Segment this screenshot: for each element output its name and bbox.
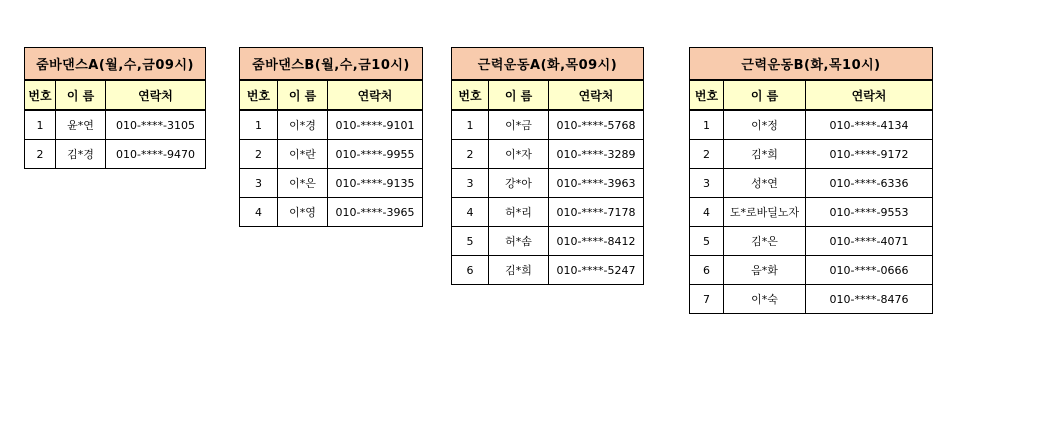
table-title: 줌바댄스A(월,수,금09시) <box>25 48 206 81</box>
table-row <box>690 285 933 314</box>
class-table-zumba-a <box>24 47 206 169</box>
header-contact: 연락처 <box>806 80 933 110</box>
row-name: 성*연 <box>724 169 806 198</box>
row-contact: 010-****-3965 <box>328 198 423 227</box>
row-name: 이*금 <box>489 110 549 140</box>
row-number: 2 <box>690 140 724 169</box>
row-contact: 010-****-3963 <box>549 169 644 198</box>
row-number: 3 <box>690 169 724 198</box>
row-number: 2 <box>452 140 489 169</box>
header-contact: 연락처 <box>328 80 423 110</box>
table-row <box>240 110 423 140</box>
row-contact: 010-****-9172 <box>806 140 933 169</box>
table-title: 줌바댄스B(월,수,금10시) <box>240 48 423 81</box>
table-row <box>25 140 206 169</box>
row-contact: 010-****-9553 <box>806 198 933 227</box>
header-contact: 연락처 <box>549 80 644 110</box>
row-number: 2 <box>25 140 56 169</box>
table-row <box>690 256 933 285</box>
row-name: 김*은 <box>724 227 806 256</box>
row-number: 4 <box>690 198 724 227</box>
row-number: 1 <box>452 110 489 140</box>
row-number: 2 <box>240 140 278 169</box>
header-number: 번호 <box>25 80 56 110</box>
table-row <box>690 110 933 140</box>
header-contact: 연락처 <box>106 80 206 110</box>
row-name: 음*화 <box>724 256 806 285</box>
row-contact: 010-****-9955 <box>328 140 423 169</box>
table-row <box>690 198 933 227</box>
row-contact: 010-****-4134 <box>806 110 933 140</box>
table-row <box>452 140 644 169</box>
row-number: 3 <box>452 169 489 198</box>
header-name: 이 름 <box>724 80 806 110</box>
class-table-strength-b <box>689 47 933 314</box>
row-number: 6 <box>452 256 489 285</box>
row-number: 5 <box>690 227 724 256</box>
table-title: 근력운동A(화,목09시) <box>452 48 644 81</box>
header-name: 이 름 <box>489 80 549 110</box>
row-number: 3 <box>240 169 278 198</box>
row-contact: 010-****-0666 <box>806 256 933 285</box>
row-contact: 010-****-4071 <box>806 227 933 256</box>
row-name: 김*희 <box>489 256 549 285</box>
table-title: 근력운동B(화,목10시) <box>690 48 933 81</box>
row-number: 7 <box>690 285 724 314</box>
header-number: 번호 <box>240 80 278 110</box>
table-row <box>690 169 933 198</box>
row-number: 1 <box>690 110 724 140</box>
row-name: 김*경 <box>56 140 106 169</box>
row-name: 이*란 <box>278 140 328 169</box>
row-contact: 010-****-9135 <box>328 169 423 198</box>
header-name: 이 름 <box>56 80 106 110</box>
row-name: 허*리 <box>489 198 549 227</box>
row-name: 강*아 <box>489 169 549 198</box>
row-number: 6 <box>690 256 724 285</box>
row-number: 1 <box>240 110 278 140</box>
row-name: 이*영 <box>278 198 328 227</box>
row-number: 1 <box>25 110 56 140</box>
row-contact: 010-****-3289 <box>549 140 644 169</box>
table-row <box>240 198 423 227</box>
row-name: 이*경 <box>278 110 328 140</box>
table-row <box>25 110 206 140</box>
row-name: 윤*연 <box>56 110 106 140</box>
row-name: 도*로바딜노자 <box>724 198 806 227</box>
row-name: 이*자 <box>489 140 549 169</box>
table-row <box>452 256 644 285</box>
row-name: 허*솜 <box>489 227 549 256</box>
row-name: 이*정 <box>724 110 806 140</box>
row-contact: 010-****-7178 <box>549 198 644 227</box>
table-row <box>452 169 644 198</box>
class-table-strength-a <box>451 47 644 285</box>
row-contact: 010-****-9470 <box>106 140 206 169</box>
row-number: 4 <box>452 198 489 227</box>
table-row <box>240 169 423 198</box>
row-contact: 010-****-5247 <box>549 256 644 285</box>
header-number: 번호 <box>690 80 724 110</box>
row-number: 4 <box>240 198 278 227</box>
table-row <box>452 198 644 227</box>
row-name: 이*숙 <box>724 285 806 314</box>
table-row <box>690 140 933 169</box>
table-row <box>690 227 933 256</box>
row-number: 5 <box>452 227 489 256</box>
row-contact: 010-****-8412 <box>549 227 644 256</box>
row-name: 이*은 <box>278 169 328 198</box>
table-row <box>452 227 644 256</box>
row-contact: 010-****-6336 <box>806 169 933 198</box>
table-row <box>240 140 423 169</box>
row-contact: 010-****-3105 <box>106 110 206 140</box>
row-name: 김*희 <box>724 140 806 169</box>
header-number: 번호 <box>452 80 489 110</box>
class-table-zumba-b <box>239 47 423 227</box>
table-row <box>452 110 644 140</box>
header-name: 이 름 <box>278 80 328 110</box>
row-contact: 010-****-5768 <box>549 110 644 140</box>
row-contact: 010-****-9101 <box>328 110 423 140</box>
row-contact: 010-****-8476 <box>806 285 933 314</box>
